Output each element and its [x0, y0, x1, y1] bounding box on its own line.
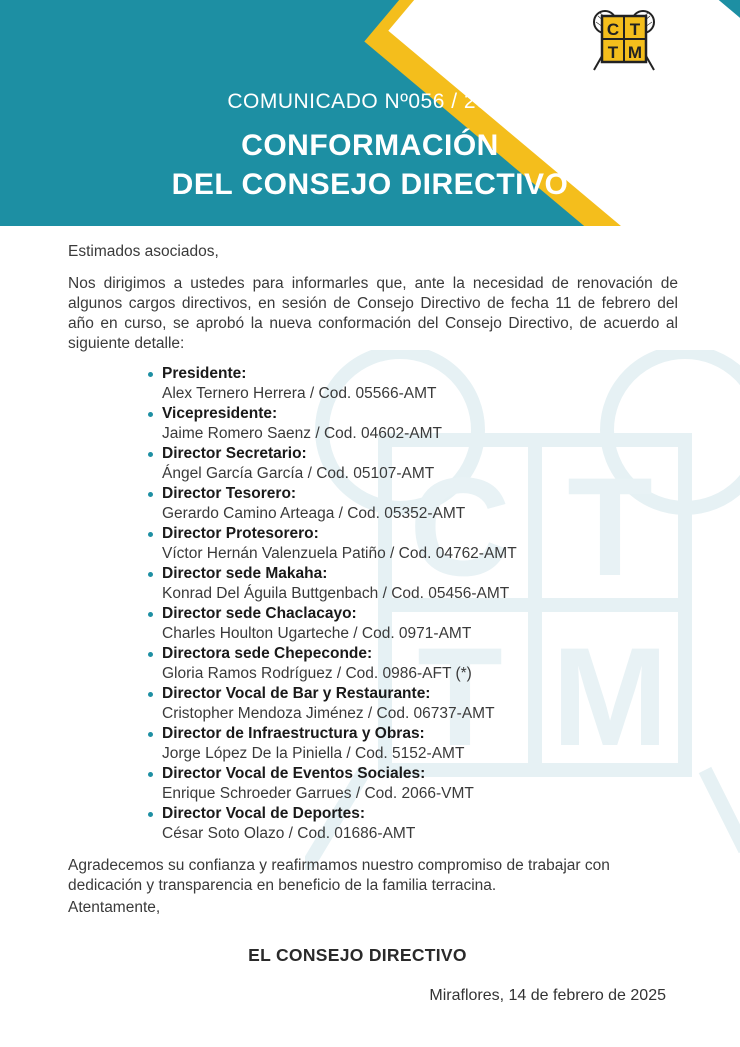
- farewell: Atentamente,: [68, 899, 161, 916]
- member-role: Director sede Chaclacayo:: [162, 605, 357, 622]
- header-banner: [0, 0, 740, 226]
- member-person: Gerardo Camino Arteaga / Cod. 05352-AMT: [162, 505, 466, 522]
- svg-text:M: M: [551, 618, 669, 775]
- list-item: [148, 524, 678, 564]
- logo-letter-4: M: [627, 43, 643, 62]
- closing-paragraph: Agradecemos su confianza y reafirmamos nuestro compromiso de trabajar con dedicación y transparencia en beneficio de la familia terracina.: [68, 857, 610, 894]
- member-person: Enrique Schroeder Garrues / Cod. 2066-VMT: [162, 785, 474, 802]
- member-role: Director Vocal de Bar y Restaurante:: [162, 685, 431, 702]
- svg-text:C: C: [409, 448, 511, 605]
- member-person: Ángel García García / Cod. 05107-AMT: [162, 465, 435, 482]
- list-item: [148, 604, 678, 644]
- page-title: [0, 126, 740, 204]
- list-item: [148, 364, 678, 404]
- list-item: [148, 484, 678, 524]
- list-item: [148, 564, 678, 604]
- list-item: [148, 684, 678, 724]
- member-role: Director Vocal de Deportes:: [162, 805, 365, 822]
- member-person: César Soto Olazo / Cod. 01686-AMT: [162, 825, 416, 842]
- member-role: Director Protesorero:: [162, 525, 319, 542]
- member-person: Konrad Del Águila Buttgenbach / Cod. 05456-AMT: [162, 585, 510, 602]
- greeting: Estimados asociados,: [68, 243, 219, 260]
- member-role: Director de Infraestructura y Obras:: [162, 725, 425, 742]
- letter-body: [68, 242, 678, 918]
- list-item: [148, 444, 678, 484]
- member-person: Alex Ternero Herrera / Cod. 05566-AMT: [162, 385, 437, 402]
- list-item: [148, 724, 678, 764]
- logo-letter-3: T: [607, 43, 619, 62]
- member-role: Director Vocal de Eventos Sociales:: [162, 765, 426, 782]
- member-role: Director Tesorero:: [162, 485, 297, 502]
- date-line: Miraflores, 14 de febrero de 2025: [429, 987, 666, 1004]
- svg-text:T: T: [567, 448, 653, 605]
- member-person: Cristopher Mendoza Jiménez / Cod. 06737-AMT: [162, 705, 495, 722]
- member-person: Víctor Hernán Valenzuela Patiño / Cod. 04762-AMT: [162, 545, 517, 562]
- member-role: Presidente:: [162, 365, 247, 382]
- club-logo: [588, 8, 660, 74]
- member-role: Vicepresidente:: [162, 405, 278, 422]
- member-role: Director sede Makaha:: [162, 565, 328, 582]
- list-item: [148, 764, 678, 804]
- svg-text:T: T: [417, 618, 503, 775]
- intro-paragraph: Nos dirigimos a ustedes para informarles que, ante la necesidad de renovación de algunos cargos directivos, en sesión de Consejo Directivo de fecha 11 de febrero del año en curso, se aprobó la nueva conformación del Consejo Directivo, de acuerdo al siguiente detalle:: [68, 275, 678, 352]
- board-members-list: [68, 364, 678, 844]
- member-person: Jorge López De la Piniella / Cod. 5152-AMT: [162, 745, 465, 762]
- member-role: Director Secretario:: [162, 445, 307, 462]
- signature: EL CONSEJO DIRECTIVO: [248, 945, 467, 965]
- logo-letter-1: C: [606, 20, 620, 39]
- comunicado-number: COMUNICADO Nº056 / 2025: [227, 90, 513, 113]
- member-role: Directora sede Chepeconde:: [162, 645, 373, 662]
- list-item: [148, 404, 678, 444]
- title-line-1: CONFORMACIÓN: [241, 129, 499, 162]
- logo-letter-2: T: [629, 20, 641, 39]
- list-item: [148, 644, 678, 684]
- member-person: Jaime Romero Saenz / Cod. 04602-AMT: [162, 425, 442, 442]
- list-item: [148, 804, 678, 844]
- title-line-2: DEL CONSEJO DIRECTIVO: [171, 168, 569, 201]
- member-person: Charles Houlton Ugarteche / Cod. 0971-AMT: [162, 625, 472, 642]
- member-person: Gloria Ramos Rodríguez / Cod. 0986-AFT (*): [162, 665, 472, 682]
